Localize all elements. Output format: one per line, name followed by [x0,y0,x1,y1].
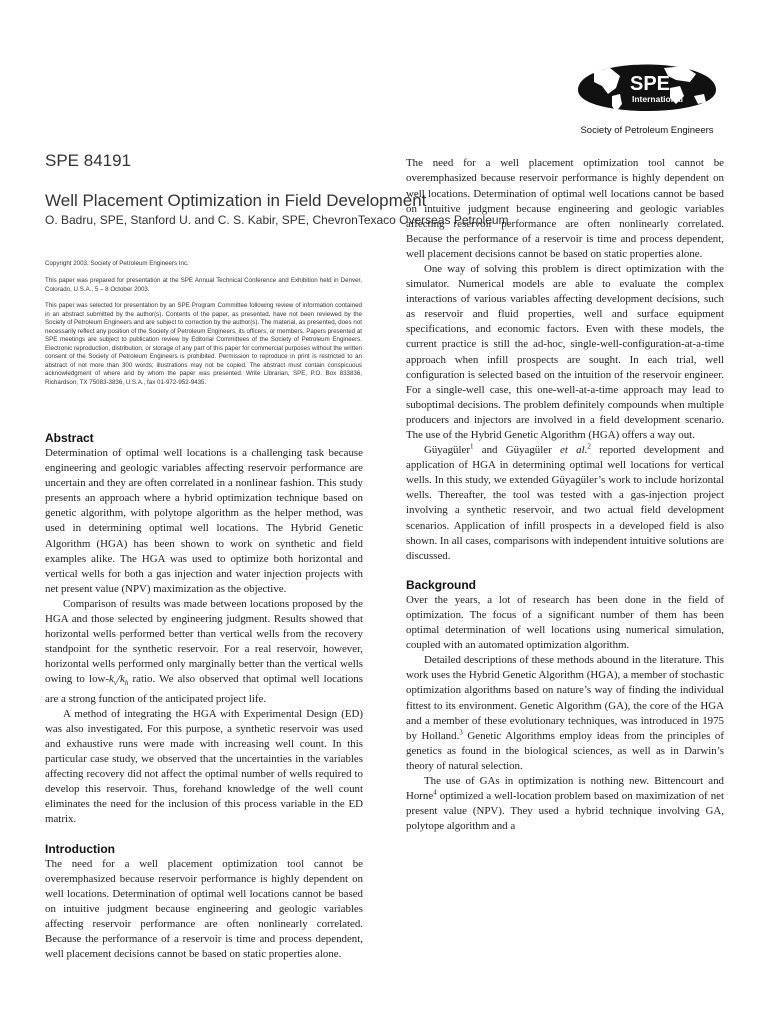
introduction-paragraph-1: The need for a well placement optimization tool cannot be overemphasized because reservoir performance is highly dependent on well locations. Determination of optimal well locations cannot be based on intuitive judgment because engineering and geologic variables affecting reservoir performance are often nonlinearly correlated. Because the performance of a reservoir is time and process dependent, well placement decisions cannot be based on static properties alone. [45,857,363,961]
reference-2: 2 [587,442,591,451]
introduction-paragraph-1-continued: The need for a well placement optimization tool cannot be overemphasized because reservoir performance is highly dependent on well locations. Determination of optimal well locations cannot be based on intuitive judgment because engineering and geologic variables affecting reservoir performance are often nonlinearly correlated. Because the performance of a reservoir is time and process dependent, well placement decisions cannot be based on static properties alone. [406,157,724,260]
abstract-paragraph-3: A method of integrating the HGA with Experimental Design (ED) was also investigated. For this purpose, a synthetic reservoir was used and exhaustive runs were made with increasing well count. In this particular case study, we observed that the uncertainties in the variables affecting recovery did not affect the optimal number of wells required to develop this reservoir. Thus, forehand knowledge of the well count eliminates the need for the inclusion of this process variable in the ED matrix. [45,707,363,826]
abstract-paragraph-2 [45,597,363,707]
abstract-paragraph-1: Determination of optimal well locations is a challenging task because engineering and geologic variables affecting reservoir performance are uncertain and they are often correlated in a nonlinear fashion. This study presents an approach where a hybrid optimization technique based on genetic algorithm, with polytope algorithm as the helper method, was used in determining optimal well locations. The Hybrid Genetic Algorithm (HGA) has been shown to work on synthetic and field examples alike. The HGA was used to optimize both horizontal and vertical wells for both a gas injection and water injection projects with net present value (NPV) maximization as the objective. [45,447,363,595]
abstract-paragraph-2-start: Comparison of results was made between locations proposed by the HGA and those selected by engineering judgment. Results showed that horizontal wells performed better than vertical wells from the recovery standpoint for the synthetic reservoir. For a real reservoir, however, horizontal wells performed only marginally better than the vertical wells owing to low- [45,597,363,686]
reference-3: 3 [459,728,463,737]
logo-name: SPE [630,73,671,95]
reference-4: 4 [433,788,437,797]
left-column [45,431,363,976]
logo-caption: Society of Petroleum Engineers [580,125,714,136]
spe-logo [572,46,722,142]
page-title: Well Placement Optimization in Field Development [45,191,427,210]
abstract-paragraph-2-end: ratio. We also observed that optimal well locations are a strong function of the anticipated project life. [45,673,363,705]
introduction-paragraph-3: Güyagüler$^1$ and Güyagüler et al.$^2$ reported development and application of HGA in determining optimal well locations for vertical wells. In this study, we extended Güyagüler’s work to include horizontal wells. Thereafter, the tool was tested with a gas-injection project involving a synthetic reservoir, and two actual field development scenarios. Application of infill prospects in a developed field is also shown. In all cases, comparisons with independent intuitive solutions are discussed. [406,442,724,562]
paper-number: SPE 84191 [45,151,132,170]
right-column [406,157,724,1024]
background-heading: Background [406,577,477,592]
kv-symbol: $k_v/k_h$ [109,673,129,688]
copyright-notice: Copyright 2003, Society of Petroleum Engineers Inc. [45,260,189,267]
background-paragraph-1: Over the years, a lot of research has been done in the field of optimization. The focus of a significant number of them has been optimal determination of well locations using numerical simulation, coupled with an automated optimization algorithm. [406,593,724,652]
abstract-heading: Abstract [45,431,94,445]
disclaimer-notice: This paper was selected for presentation by an SPE Program Committee following review of information contained in an abstract submitted by the author(s). Contents of the paper, as presented, have not been reviewed by the Society of Petroleum Engineers and are subject to correction by the author(s). The material, as presented, does not necessarily reflect any position of the Society of Petroleum Engineers, its officers, or members. Papers presented at SPE meetings are subject to publication review by Editorial Committees of the Society of Petroleum Engineers. Electronic reproduction, distribution, or storage of any part of this paper for commercial purposes without the written consent of the Society of Petroleum Engineers is prohibited. Permission to reproduce in print is restricted to an abstract of not more than 300 words; illustrations may not be copied. The abstract must contain conspicuous acknowledgment of where and by whom the paper was presented. Write Librarian, SPE, P.O. Box 833836, Richardson, TX 75083-3836, U.S.A., fax 01-972-952-9435. [45,302,362,386]
authors: O. Badru, SPE, Stanford U. and C. S. Kabir, SPE, ChevronTexaco Overseas Petroleum [45,213,509,227]
background-paragraph-2: Detailed descriptions of these methods abound in the literature. This work uses the Hybrid Genetic Algorithm (HGA), a member of stochastic optimization algorithms based on nature’s way of finding the individual fittest to its environment. Genetic Algorithm (GA), the core of the HGA and a member of these evolutionary techniques, was introduced in 1975 by Holland.$^3$ Genetic Algorithms employ ideas from the principles of genetics as found in the biological sciences, as well as in Darwin’s theory of natural selection. [406,654,724,772]
presentation-notice: This paper was prepared for presentation at the SPE Annual Technical Conference and Exhibition held in Denver, Colorado, U.S.A., 5 – 8 October 2003. [45,277,362,293]
introduction-heading: Introduction [45,841,115,856]
globe-icon [572,46,722,124]
background-paragraph-3: The use of GAs in optimization is nothing new. Bittencourt and Horne$^4$ optimized a well-location problem based on maximization of net present value (NPV). They used a hybrid technique involving GA, polytope algorithm and a [406,774,724,833]
reference-1: 1 [469,442,474,451]
logo-tagline: International [632,94,684,104]
introduction-paragraph-2: One way of solving this problem is direct optimization with the simulator. Numerical models are able to evaluate the complex interactions of various variables affecting development decisions, such as reservoir and fluid properties, well and surface equipment specifications, and economic factors. Even with these models, the current practice is still the ad-hoc, single-well-configuration-at-a-time approach when infill prospects are sought. In each trial, well configuration is selected based on the intuition of the reservoir engineer. For a single-well case, this one-well-at-a-time approach may lead to suboptimal decisions. The problem definitely compounds when multiple producers and injectors are involved in a field development scenario. The use of the Hybrid Genetic Algorithm (HGA) offers a way out. [406,262,724,441]
